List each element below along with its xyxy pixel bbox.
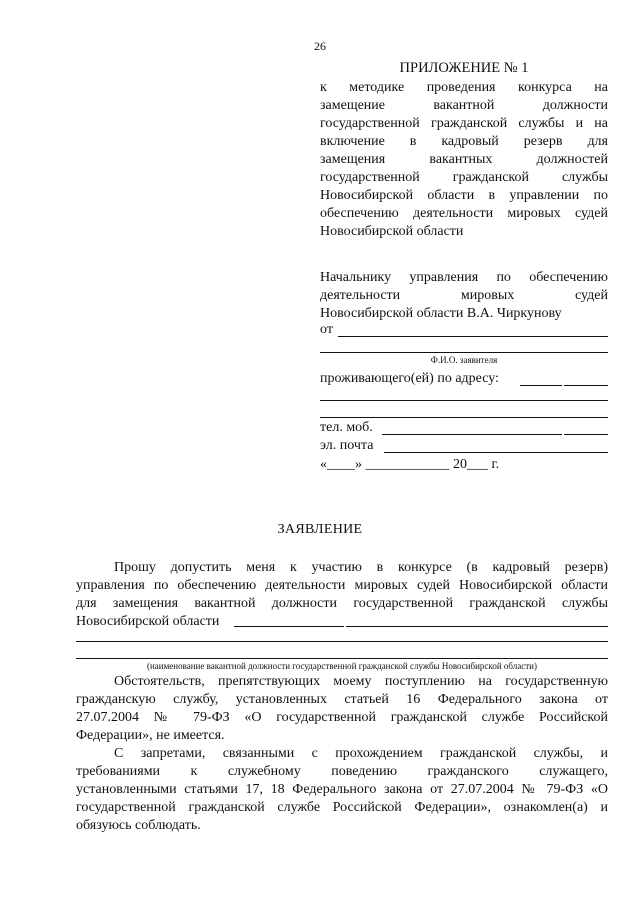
paragraph-line: обязуюсь соблюдать. <box>76 818 201 833</box>
appendix-line: к методике проведения конкурса на <box>320 80 608 95</box>
appendix-line: государственной гражданской службы и на <box>320 116 608 131</box>
address-fill-line-b[interactable] <box>564 385 608 386</box>
email-row <box>320 437 608 455</box>
paragraph-line: Прошу допустить меня к участию в конкурсе (в кадровый резерв) <box>114 560 608 575</box>
position-fill-line-3[interactable] <box>76 658 608 659</box>
from-fill-line-2[interactable] <box>320 352 608 353</box>
appendix-block <box>320 60 608 241</box>
paragraph-line: Федерации», не имеется. <box>76 728 225 743</box>
position-caption: (наименование вакантной должности государственной гражданской службы Новосибирской области) <box>146 661 537 671</box>
address-fill-line-3[interactable] <box>320 417 608 418</box>
addressee-block <box>320 269 608 323</box>
paragraph-line: управления по обеспечению деятельности мировых судей Новосибирской области <box>76 578 608 593</box>
statement-heading: ЗАЯВЛЕНИЕ <box>277 522 363 537</box>
date-line: «____» ____________ 20___ г. <box>320 457 500 472</box>
position-fill-line-2[interactable] <box>76 641 608 642</box>
appendix-line: включение в кадровый резерв для <box>320 134 608 149</box>
addressee-line: Начальнику управления по обеспечению <box>320 270 608 285</box>
appendix-line: замещения вакантных должностей <box>320 152 608 167</box>
paragraph-line: установленными статьями 17, 18 Федерального закона от 27.07.2004 № 79-ФЗ «О <box>76 782 608 797</box>
paragraph-line: государственной гражданской службе Российской Федерации», ознакомлен(а) и <box>76 800 608 815</box>
paragraph-line: гражданскую службу, установленных статьей 16 Федерального закона от <box>76 692 608 707</box>
position-fill-line-b[interactable] <box>346 626 608 627</box>
address-fill-line-a[interactable] <box>520 385 562 386</box>
paragraph-line: С запретами, связанными с прохождением гражданской службы, и <box>114 746 608 761</box>
addressee-line: Новосибирской области В.А. Чиркунову <box>320 306 562 321</box>
appendix-line: Новосибирской области в управлении по <box>320 188 608 203</box>
phone-row <box>320 419 608 437</box>
appendix-line: замещение вакантной должности <box>320 98 608 113</box>
request-paragraph <box>76 559 608 631</box>
position-fill-line-a[interactable] <box>234 626 344 627</box>
from-row <box>320 321 608 339</box>
appendix-line: Новосибирской области <box>320 224 464 239</box>
address-label: проживающего(ей) по адресу: <box>320 371 499 386</box>
paragraph-line: Новосибирской области <box>76 614 220 629</box>
phone-label: тел. моб. <box>320 420 373 435</box>
email-label: эл. почта <box>320 438 374 453</box>
address-fill-line-2[interactable] <box>320 400 608 401</box>
addressee-line: деятельности мировых судей <box>320 288 608 303</box>
email-fill-line[interactable] <box>384 452 608 453</box>
paragraph-line: 27.07.2004 № 79-ФЗ «О государственной гражданской службе Российской <box>76 710 608 725</box>
from-label: от <box>320 322 333 337</box>
phone-fill-line-b[interactable] <box>564 434 608 435</box>
paragraph-line: требованиями к служебному поведению гражданского служащего, <box>76 764 608 779</box>
circumstances-paragraph <box>76 673 608 745</box>
address-row <box>320 370 608 388</box>
phone-fill-line-a[interactable] <box>382 434 562 435</box>
appendix-line: государственной гражданской службы <box>320 170 608 185</box>
page-number: 26 <box>314 39 326 53</box>
appendix-line: обеспечению деятельности мировых судей <box>320 206 608 221</box>
prohibitions-paragraph <box>76 745 608 835</box>
paragraph-line: Обстоятельств, препятствующих моему поступлению на государственную <box>114 674 608 689</box>
paragraph-line: для замещения вакантной должности государственной гражданской службы <box>76 596 608 611</box>
from-fill-line[interactable] <box>338 336 608 337</box>
appendix-title: ПРИЛОЖЕНИЕ № 1 <box>399 60 529 76</box>
fio-caption: Ф.И.О. заявителя <box>430 355 498 365</box>
